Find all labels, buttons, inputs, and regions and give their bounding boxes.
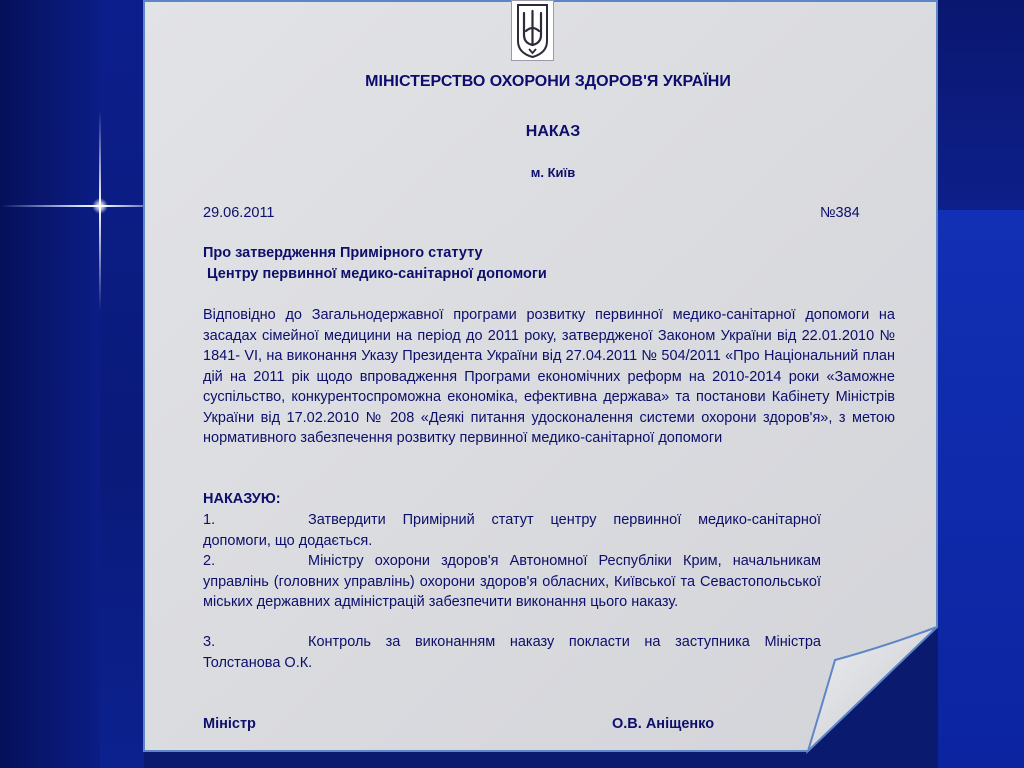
order-item (203, 632, 821, 673)
city-label: м. Київ (530, 165, 576, 180)
order-item-text: Контроль за виконанням наказу покласти на заступника Міністра Толстанова О.К. (203, 634, 821, 671)
document-type: НАКАЗ (525, 123, 581, 140)
subject-line-2: Центру первинної медико-санітарної допомоги (203, 266, 547, 282)
order-item-number: 1. (203, 512, 216, 528)
order-item (203, 510, 821, 551)
signature-name: О.В. Аніщенко (612, 716, 715, 732)
signature-title: Міністр (203, 716, 256, 732)
ministry-title: МІНІСТЕРСТВО ОХОРОНИ ЗДОРОВ'Я УКРАЇНИ (365, 73, 731, 90)
order-item-number: 2. (203, 553, 216, 569)
order-item-text: Міністру охорони здоров'я Автономної Республіки Крим, начальникам управлінь (головних управлінь) охорони здоров'я обласних, Київської та Севастопольської міських державних адміністрацій забезпечити виконання цього наказу. (203, 553, 821, 610)
order-number: №384 (820, 205, 860, 221)
order-item (203, 551, 821, 613)
subject-line-1: Про затвердження Примірного статуту (203, 245, 483, 261)
trident-coat-of-arms-icon (511, 0, 554, 61)
order-date: 29.06.2011 (203, 205, 275, 221)
order-heading: НАКАЗУЮ: (203, 491, 281, 507)
preamble-paragraph: Відповідно до Загальнодержавної програми розвитку первинної медико-санітарної допомоги на засадах сімейної медицини на період до 2011 року, затвердженої Законом України від 22.01.2010 № 1841- VI, на виконання Указу Президента України від 27.04.2011 № 504/2011 «Про Національний план дій на 2011 рік щодо впровадження Програми економічних реформ на 2010-2014 роки «Заможне суспільство, конкурентоспроможна економіка, ефективна держава» та постанови Кабінету Міністрів України від 17.02.2010 № 208 «Деякі питання удосконалення системи охорони здоров'я», з метою нормативного забезпечення розвитку первинної медико-санітарної допомоги (203, 307, 895, 446)
order-item-number: 3. (203, 634, 216, 650)
order-item-text: Затвердити Примірний статут центру первинної медико-санітарної допомоги, що додається. (203, 512, 821, 549)
